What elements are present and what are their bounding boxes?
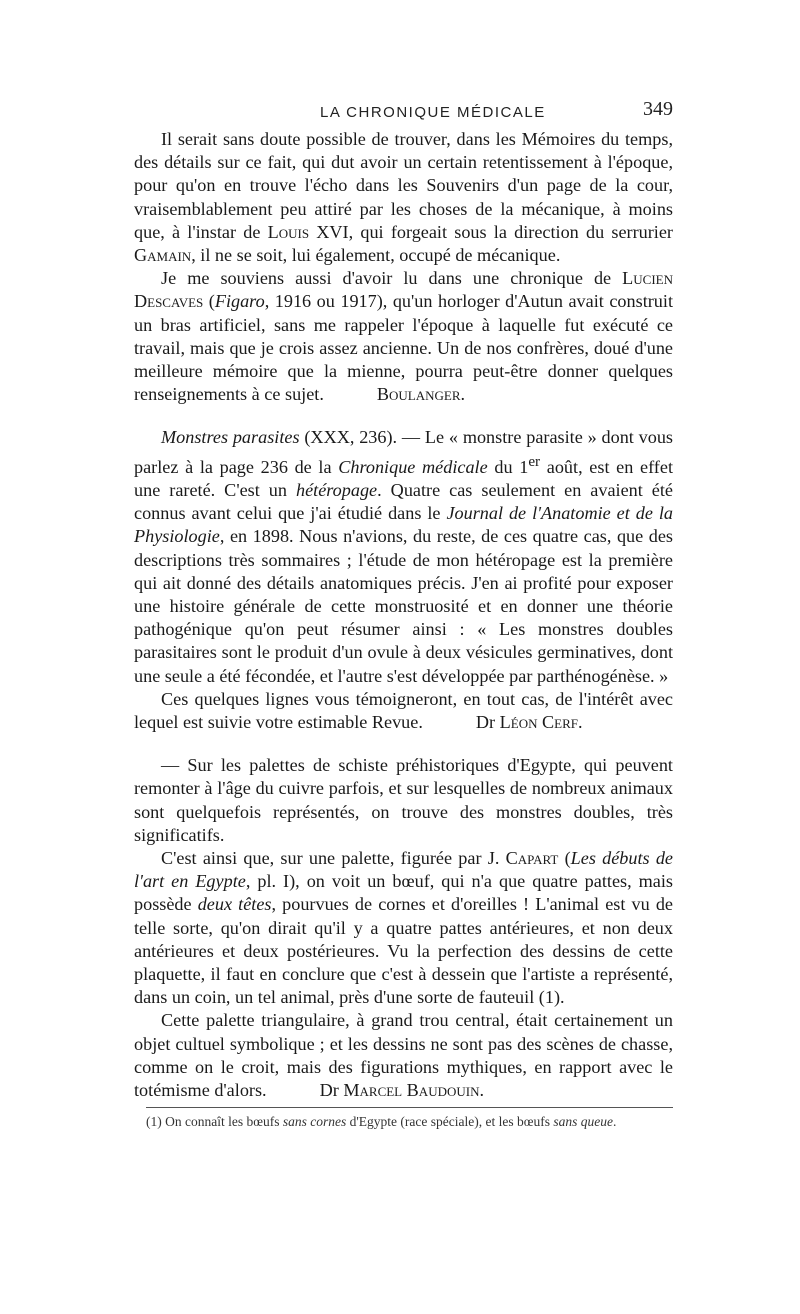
paragraph-1: Il serait sans doute possible de trouver, dans les Mémoires du temps, des détails sur ce fait, qui dut avoir un certain retentissement à l'époque, pour qu'on en trouve l'écho dans les Souvenirs d'un page de la cour, vraisemblablement peu attiré par les choses de la mécanique, à moins que, à l'instar de Louis XVI, qui forgeait sous la direction du serrurier Gamain, il ne se soit, lui également, occupé de mécanique.: [134, 129, 673, 266]
journal-figaro: Figaro: [214, 291, 265, 312]
page-header: [134, 96, 673, 126]
journal-anatomie: Journal de l'Anatomie et de la Physiologie: [134, 503, 673, 547]
footnote-rule: [146, 1107, 673, 1108]
signature-cerf: Dr Léon Cerf.: [475, 711, 583, 732]
name-louis-xvi: Louis XVI: [267, 221, 349, 242]
signature-boulanger: Boulanger.: [376, 384, 466, 405]
paragraph-palettes: — Sur les palettes de schiste préhistoriques d'Egypte, qui peuvent remonter à l'âge du cuivre parfois, et sur lesquelles de nombreux animaux sont quelquefois représentés, on trouve des monstres doubles, très significatifs.: [134, 755, 673, 845]
term-deux-tetes: deux têtes: [197, 894, 272, 915]
journal-chronique: Chronique médicale: [338, 456, 488, 477]
book-title: Les débuts de l'art en Egypte: [134, 847, 673, 892]
signature-baudouin: Dr Marcel Baudouin.: [319, 1079, 485, 1100]
paragraph-cerf: Ces quelques lignes vous témoigneront, en tout cas, de l'intérêt avec lequel est suivie votre estimable Revue. Dr Léon Cerf.: [134, 688, 673, 734]
footnote: (1) On connaît les bœufs sans cornes d'Egypte (race spéciale), et les bœufs sans queue.: [146, 1114, 617, 1129]
page-number: 349: [643, 98, 673, 120]
running-head: LA CHRONIQUE MÉDICALE: [320, 104, 546, 121]
name-gamain: Gamain: [134, 245, 192, 266]
section-title: Monstres parasites: [161, 427, 300, 448]
term-heteropage: hétéropage: [295, 479, 378, 500]
spacer: [134, 734, 673, 754]
paragraph-monstres: Monstres parasites (XXX, 236). — Le « monstre parasite » dont vous parlez à la page 236 de la Chronique médicale du 1er août, est en effet une rareté. C'est un hétéropage. Quatre cas seulement en avaient été connus avant celui que j'ai étudié dans le Journal de l'Anatomie et de la Physiologie, en 1898. Nous n'avions, du reste, de ces quatre cas, que des descriptions très sommaires ; l'étude de mon hétéropage est la première qui ait donné des détails anatomiques précis. J'en ai profité pour exposer une histoire générale de cette monstruosité et en donner une théorie pathogénique qu'on peut résumer ainsi : « Les monstres doubles parasitaires sont le produit d'un ovule à deux vésicules germinatives, dont une seule a été fécondée, et l'autre s'est développée par parthénogénèse. »: [134, 427, 674, 686]
paragraph-capart: C'est ainsi que, sur une palette, figurée par J. Capart (Les débuts de l'art en Egypte, pl. I), on voit un bœuf, qui n'a que quatre pattes, mais possède deux têtes, pourvues de cornes et d'oreilles ! L'animal est vu de telle sorte, qu'on dirait qu'il y a quatre pattes antérieures, et non deux antérieures et deux postérieures. Vu la perfection des dessins de cette plaquette, il faut en conclure que c'est à dessein que l'artiste a représenté, dans un coin, un tel animal, près d'une sorte de fauteuil (1).: [134, 847, 673, 1008]
spacer: [134, 406, 673, 426]
paragraph-2: Je me souviens aussi d'avoir lu dans une chronique de Lucien Descaves (Figaro, 1916 ou 1917), qu'un horloger d'Autun avait construit un bras artificiel, sans me rappeler l'époque à laquelle fut exécuté ce travail, mais que je crois assez ancienne. Un de nos confrères, doué d'une meilleure mémoire que la mienne, pourra peut-être donner quelques renseignements à ce sujet. Boulanger.: [134, 267, 673, 406]
name-lucien-descaves: Lucien Descaves: [134, 268, 673, 312]
name-capart: Capart: [505, 847, 559, 868]
article-body: [134, 128, 673, 1102]
paragraph-triangulaire: Cette palette triangulaire, à grand trou central, était certainement un objet cultuel symbolique ; et les dessins ne sont pas des scènes de chasse, comme on le croit, mais des figurations mythiques, en rapport avec le totémisme d'alors. Dr Marcel Baudouin.: [134, 1009, 673, 1102]
